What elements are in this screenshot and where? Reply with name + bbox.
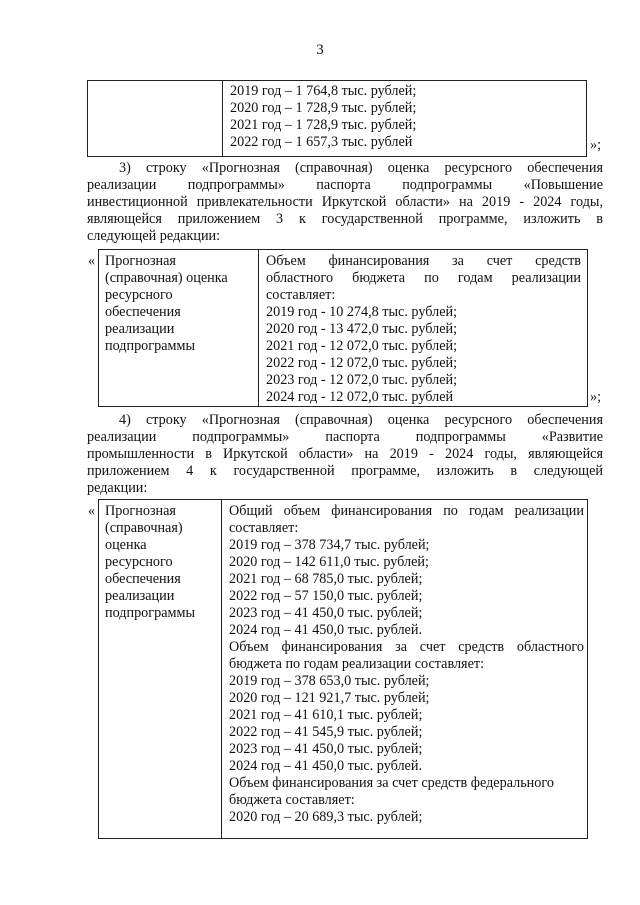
table-3-line: 2019 год – 378 734,7 тыс. рублей;: [229, 537, 430, 553]
table-2-label-line: подпрограммы: [105, 338, 195, 354]
table-2-line: 2022 год - 12 072,0 тыс. рублей;: [266, 355, 458, 371]
table-3-label-line: (справочная): [105, 520, 183, 536]
table-3-line: 2024 год – 41 450,0 тыс. рублей.: [229, 758, 422, 774]
table-2-line: 2024 год - 12 072,0 тыс. рублей: [266, 389, 454, 405]
table-2-open-quote: «: [88, 253, 96, 269]
table-3-line: 2020 год – 142 611,0 тыс. рублей;: [229, 554, 429, 570]
table-1-line: 2021 год – 1 728,9 тыс. рублей;: [230, 117, 417, 133]
funding-table-1: [87, 80, 587, 157]
funding-table-3: [98, 499, 588, 839]
table-3-line: 2022 год – 57 150,0 тыс. рублей;: [229, 588, 423, 604]
paragraph-3-line: являющейся приложением 3 к государственной программе, изложить в: [87, 211, 603, 227]
table-3-line: 2022 год – 41 545,9 тыс. рублей;: [229, 724, 423, 740]
table-2-label-line: (справочная) оценка: [105, 270, 228, 286]
table-2-close-quote: »;: [590, 389, 602, 405]
paragraph-4-line: реализации подпрограммы» паспорта подпрограммы «Развитие: [87, 429, 603, 445]
table-3-label-line: ресурсного: [105, 554, 173, 570]
table-3-right-cell: [222, 500, 587, 838]
table-3-line: Общий объем финансирования по годам реализации: [229, 503, 584, 519]
table-3-line: 2021 год – 68 785,0 тыс. рублей;: [229, 571, 423, 587]
paragraph-3-line: инвестиционной привлекательности Иркутской области» на 2019 - 2024 годы,: [87, 194, 603, 210]
table-3-open-quote: «: [88, 503, 96, 519]
table-3-line: Объем финансирования за счет средств областного: [229, 639, 584, 655]
table-3-line: 2021 год – 41 610,1 тыс. рублей;: [229, 707, 423, 723]
paragraph-3: [87, 160, 603, 245]
table-3-label-line: подпрограммы: [105, 605, 195, 621]
paragraph-3-line: реализации подпрограммы» паспорта подпрограммы «Повышение: [87, 177, 603, 193]
paragraph-4-line: промышленности в Иркутской области» на 2019 - 2024 годы, являющейся: [87, 446, 603, 462]
table-1-right-cell: [223, 81, 586, 156]
table-3-line: 2020 год – 121 921,7 тыс. рублей;: [229, 690, 430, 706]
table-2-label-line: реализации: [105, 321, 175, 337]
table-3-line: 2023 год – 41 450,0 тыс. рублей;: [229, 605, 423, 621]
table-2-line: 2021 год - 12 072,0 тыс. рублей;: [266, 338, 458, 354]
table-3-line: составляет:: [229, 520, 299, 536]
table-3-label-line: Прогнозная: [105, 503, 176, 519]
table-3-line: 2020 год – 20 689,3 тыс. рублей;: [229, 809, 423, 825]
table-2-line: составляет:: [266, 287, 336, 303]
table-3-line: Объем финансирования за счет средств федерального: [229, 775, 554, 791]
paragraph-4-line: 4) строку «Прогнозная (справочная) оценка ресурсного обеспечения: [119, 412, 603, 428]
paragraph-4-line: редакции:: [87, 480, 148, 496]
paragraph-4: [87, 412, 603, 497]
table-1-line: 2020 год – 1 728,9 тыс. рублей;: [230, 100, 417, 116]
table-2-line: Объем финансирования за счет средств: [266, 253, 581, 269]
table-3-label-line: обеспечения: [105, 571, 181, 587]
table-3-label-line: оценка: [105, 537, 147, 553]
paragraph-4-line: приложением 4 к государственной программе, изложить в следующей: [87, 463, 603, 479]
page-number: 3: [316, 42, 324, 58]
table-2-line: 2019 год - 10 274,8 тыс. рублей;: [266, 304, 458, 320]
table-2-right-cell: [259, 250, 587, 406]
table-1-line: 2022 год – 1 657,3 тыс. рублей: [230, 134, 413, 150]
table-3-line: бюджета по годам реализации составляет:: [229, 656, 485, 672]
table-3-line: 2019 год – 378 653,0 тыс. рублей;: [229, 673, 430, 689]
table-3-label-line: реализации: [105, 588, 175, 604]
paragraph-3-line: следующей редакции:: [87, 228, 221, 244]
table-1-close-quote: »;: [590, 137, 602, 153]
table-3-line: 2024 год – 41 450,0 тыс. рублей.: [229, 622, 422, 638]
table-2-label-line: обеспечения: [105, 304, 181, 320]
funding-table-2: [98, 249, 588, 407]
table-3-line: 2023 год – 41 450,0 тыс. рублей;: [229, 741, 423, 757]
table-3-line: бюджета составляет:: [229, 792, 355, 808]
table-2-line: 2023 год - 12 072,0 тыс. рублей;: [266, 372, 458, 388]
table-2-left-cell: [99, 250, 259, 406]
table-2-label-line: Прогнозная: [105, 253, 176, 269]
table-1-left-cell: [88, 81, 223, 156]
table-2-line: областного бюджета по годам реализации: [266, 270, 581, 286]
table-3-left-cell: [99, 500, 222, 838]
table-2-label-line: ресурсного: [105, 287, 173, 303]
table-1-line: 2019 год – 1 764,8 тыс. рублей;: [230, 83, 417, 99]
table-2-line: 2020 год - 13 472,0 тыс. рублей;: [266, 321, 458, 337]
paragraph-3-line: 3) строку «Прогнозная (справочная) оценка ресурсного обеспечения: [119, 160, 603, 176]
